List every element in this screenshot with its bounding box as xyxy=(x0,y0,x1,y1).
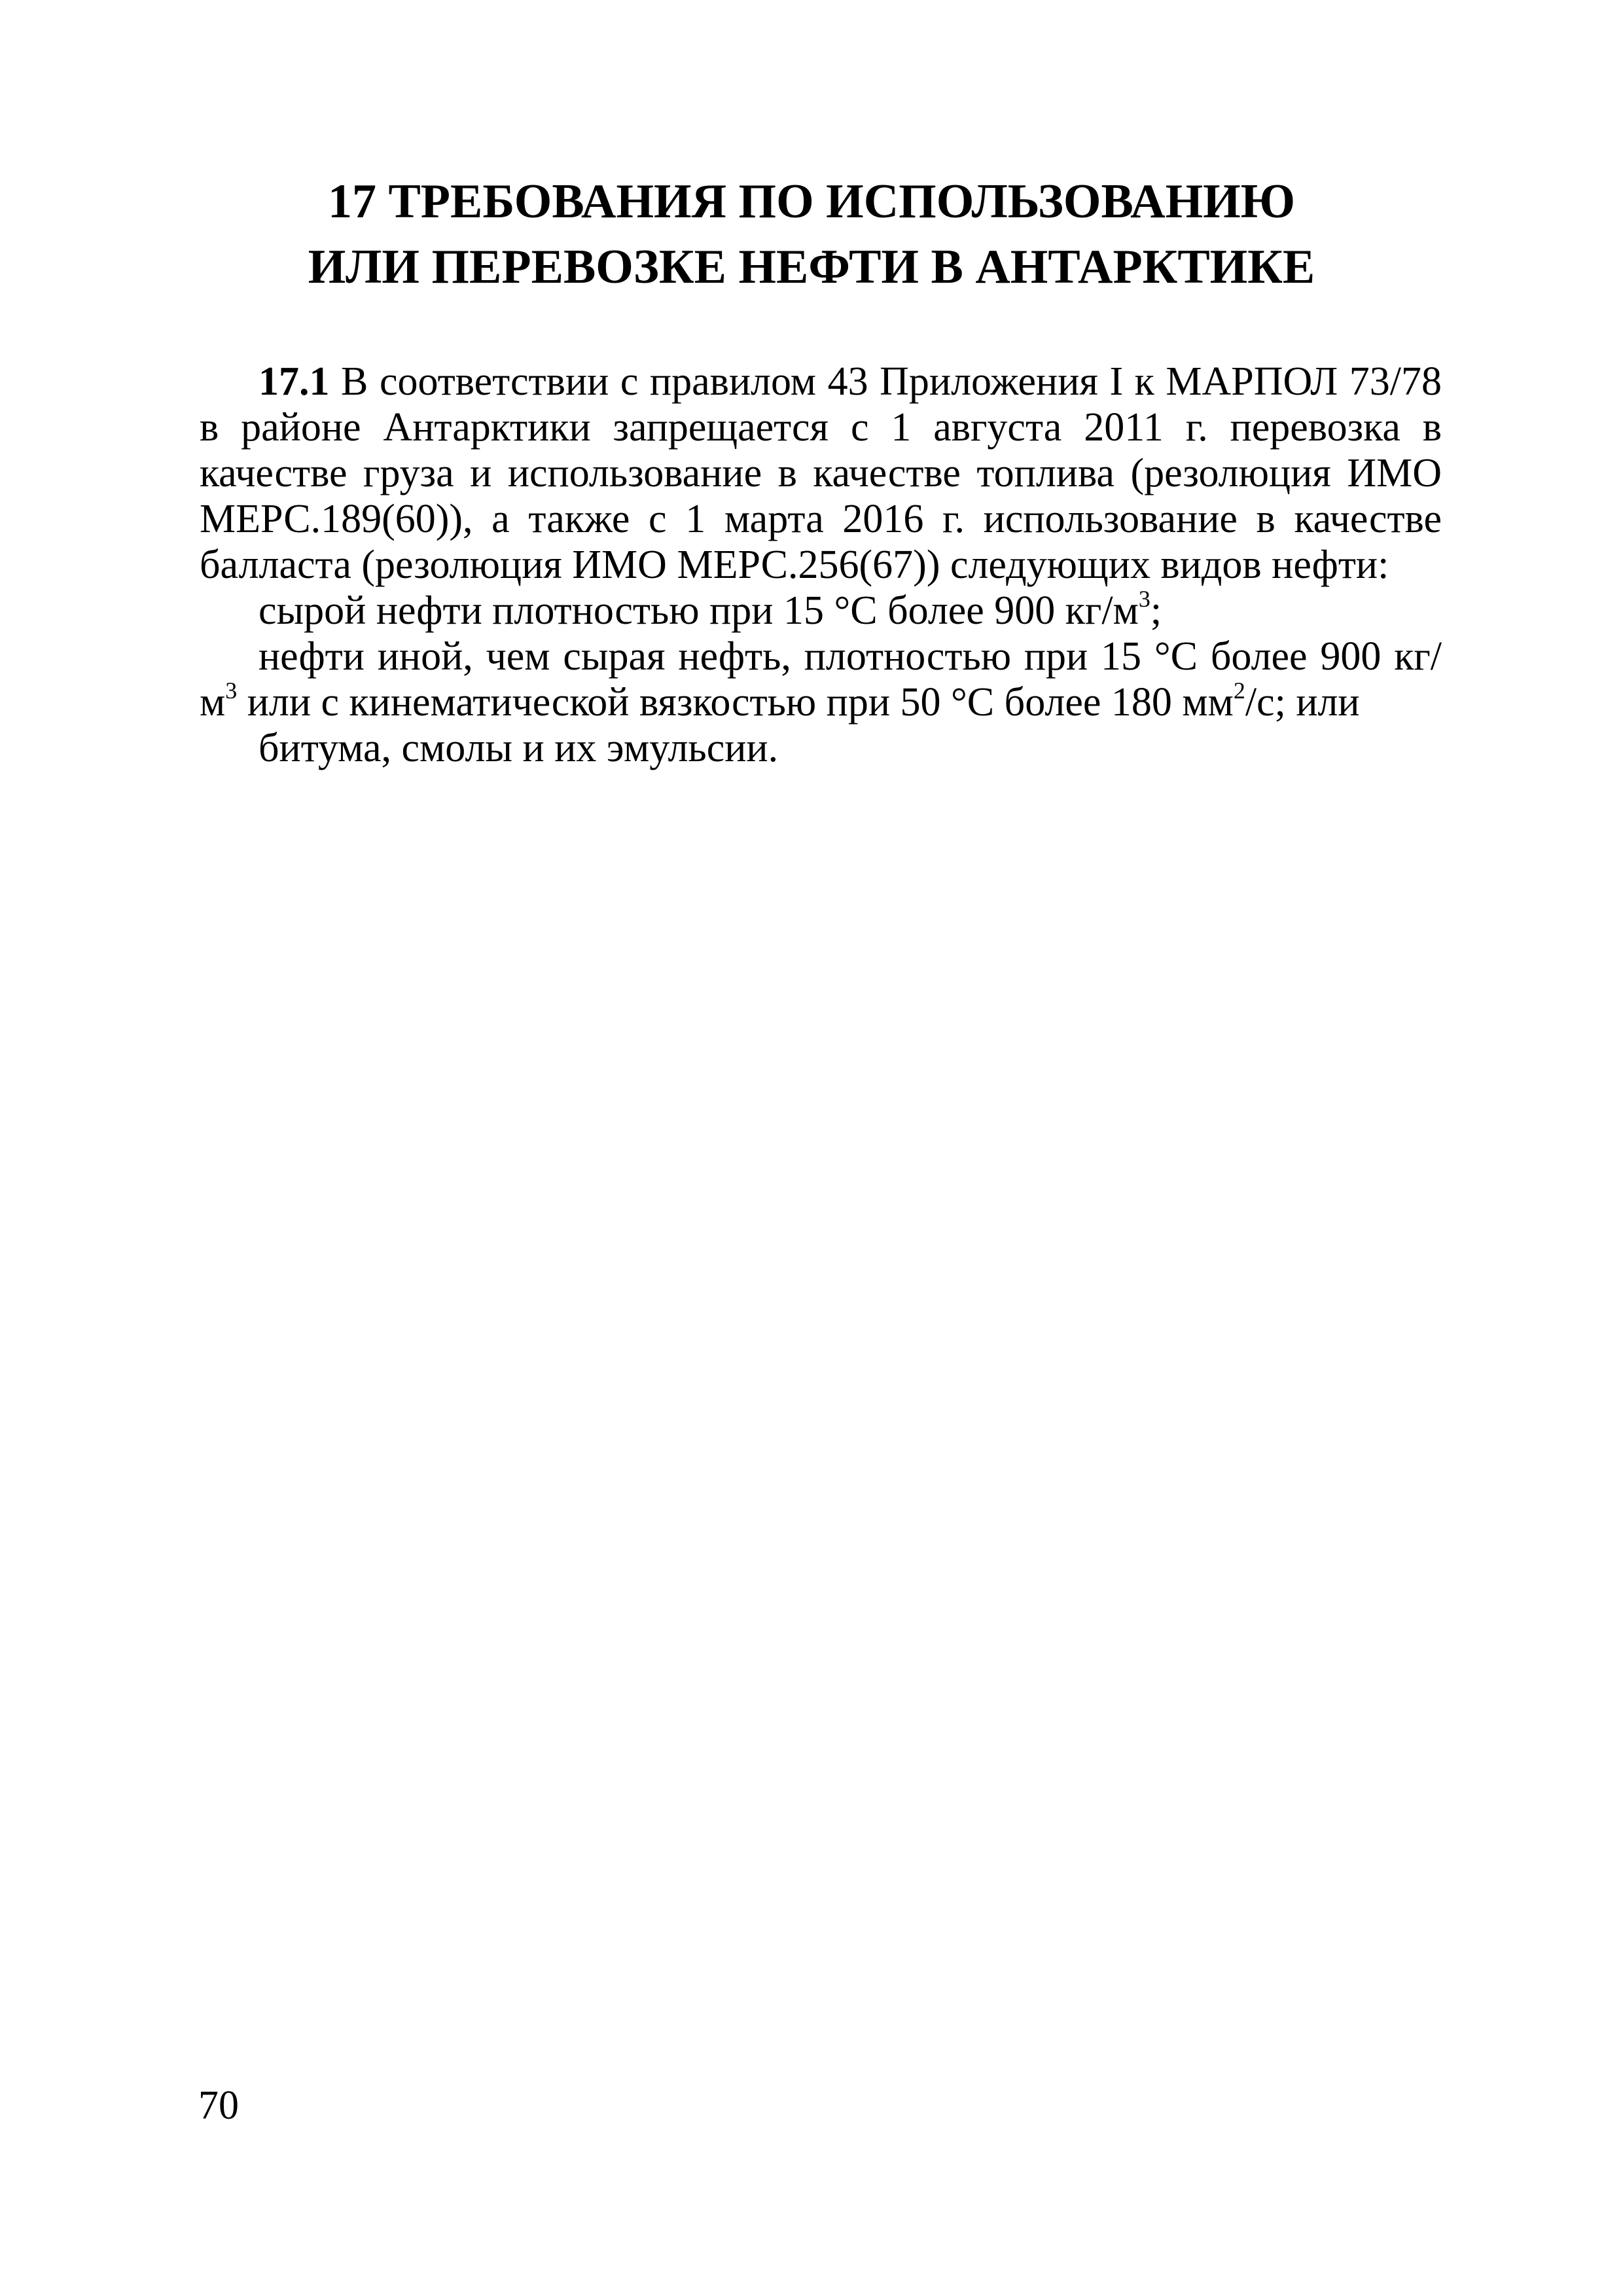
item-text-end: ; xyxy=(1150,588,1162,633)
item-text-end: /с; или xyxy=(1245,680,1360,725)
section-17-1-paragraph xyxy=(200,359,1442,588)
section-number: 17.1 xyxy=(259,359,330,404)
item-text: нефти иной, чем сырая нефть, плотностью при 15 °С более 900 кг/м xyxy=(200,634,1442,725)
section-text: В соответствии с правилом 43 Приложения I к МАРПОЛ 73/78 в районе Антарктики запрещается с 1 августа 2011 г. перевозка в качестве груза и использование в качестве топлива (резолюция ИМО МЕРС.189(60)), а также с 1 марта 2016 г. использование в качестве балласта (резолюция ИМО МЕРС.256(67)) следующих видов нефти: xyxy=(200,359,1442,587)
superscript: 3 xyxy=(1138,586,1150,613)
page-number: 70 xyxy=(198,2083,239,2128)
list-item-crude-oil xyxy=(200,588,1442,634)
heading-line-2: ИЛИ ПЕРЕВОЗКЕ НЕФТИ В АНТАРКТИКЕ xyxy=(308,240,1315,294)
section-heading xyxy=(196,169,1427,300)
list-item-other-oil xyxy=(200,634,1442,725)
section-body xyxy=(200,359,1442,771)
superscript: 3 xyxy=(225,677,238,704)
item-text: битума, смолы и их эмульсии. xyxy=(259,726,779,770)
heading-line-1: 17 ТРЕБОВАНИЯ ПО ИСПОЛЬЗОВАНИЮ xyxy=(327,175,1296,228)
superscript: 2 xyxy=(1233,677,1245,704)
item-text-middle: или с кинематической вязкостью при 50 °С более 180 мм xyxy=(237,680,1234,725)
item-text: сырой нефти плотностью при 15 °С более 900 кг/м xyxy=(259,588,1139,633)
list-item-bitumen xyxy=(200,725,1442,771)
